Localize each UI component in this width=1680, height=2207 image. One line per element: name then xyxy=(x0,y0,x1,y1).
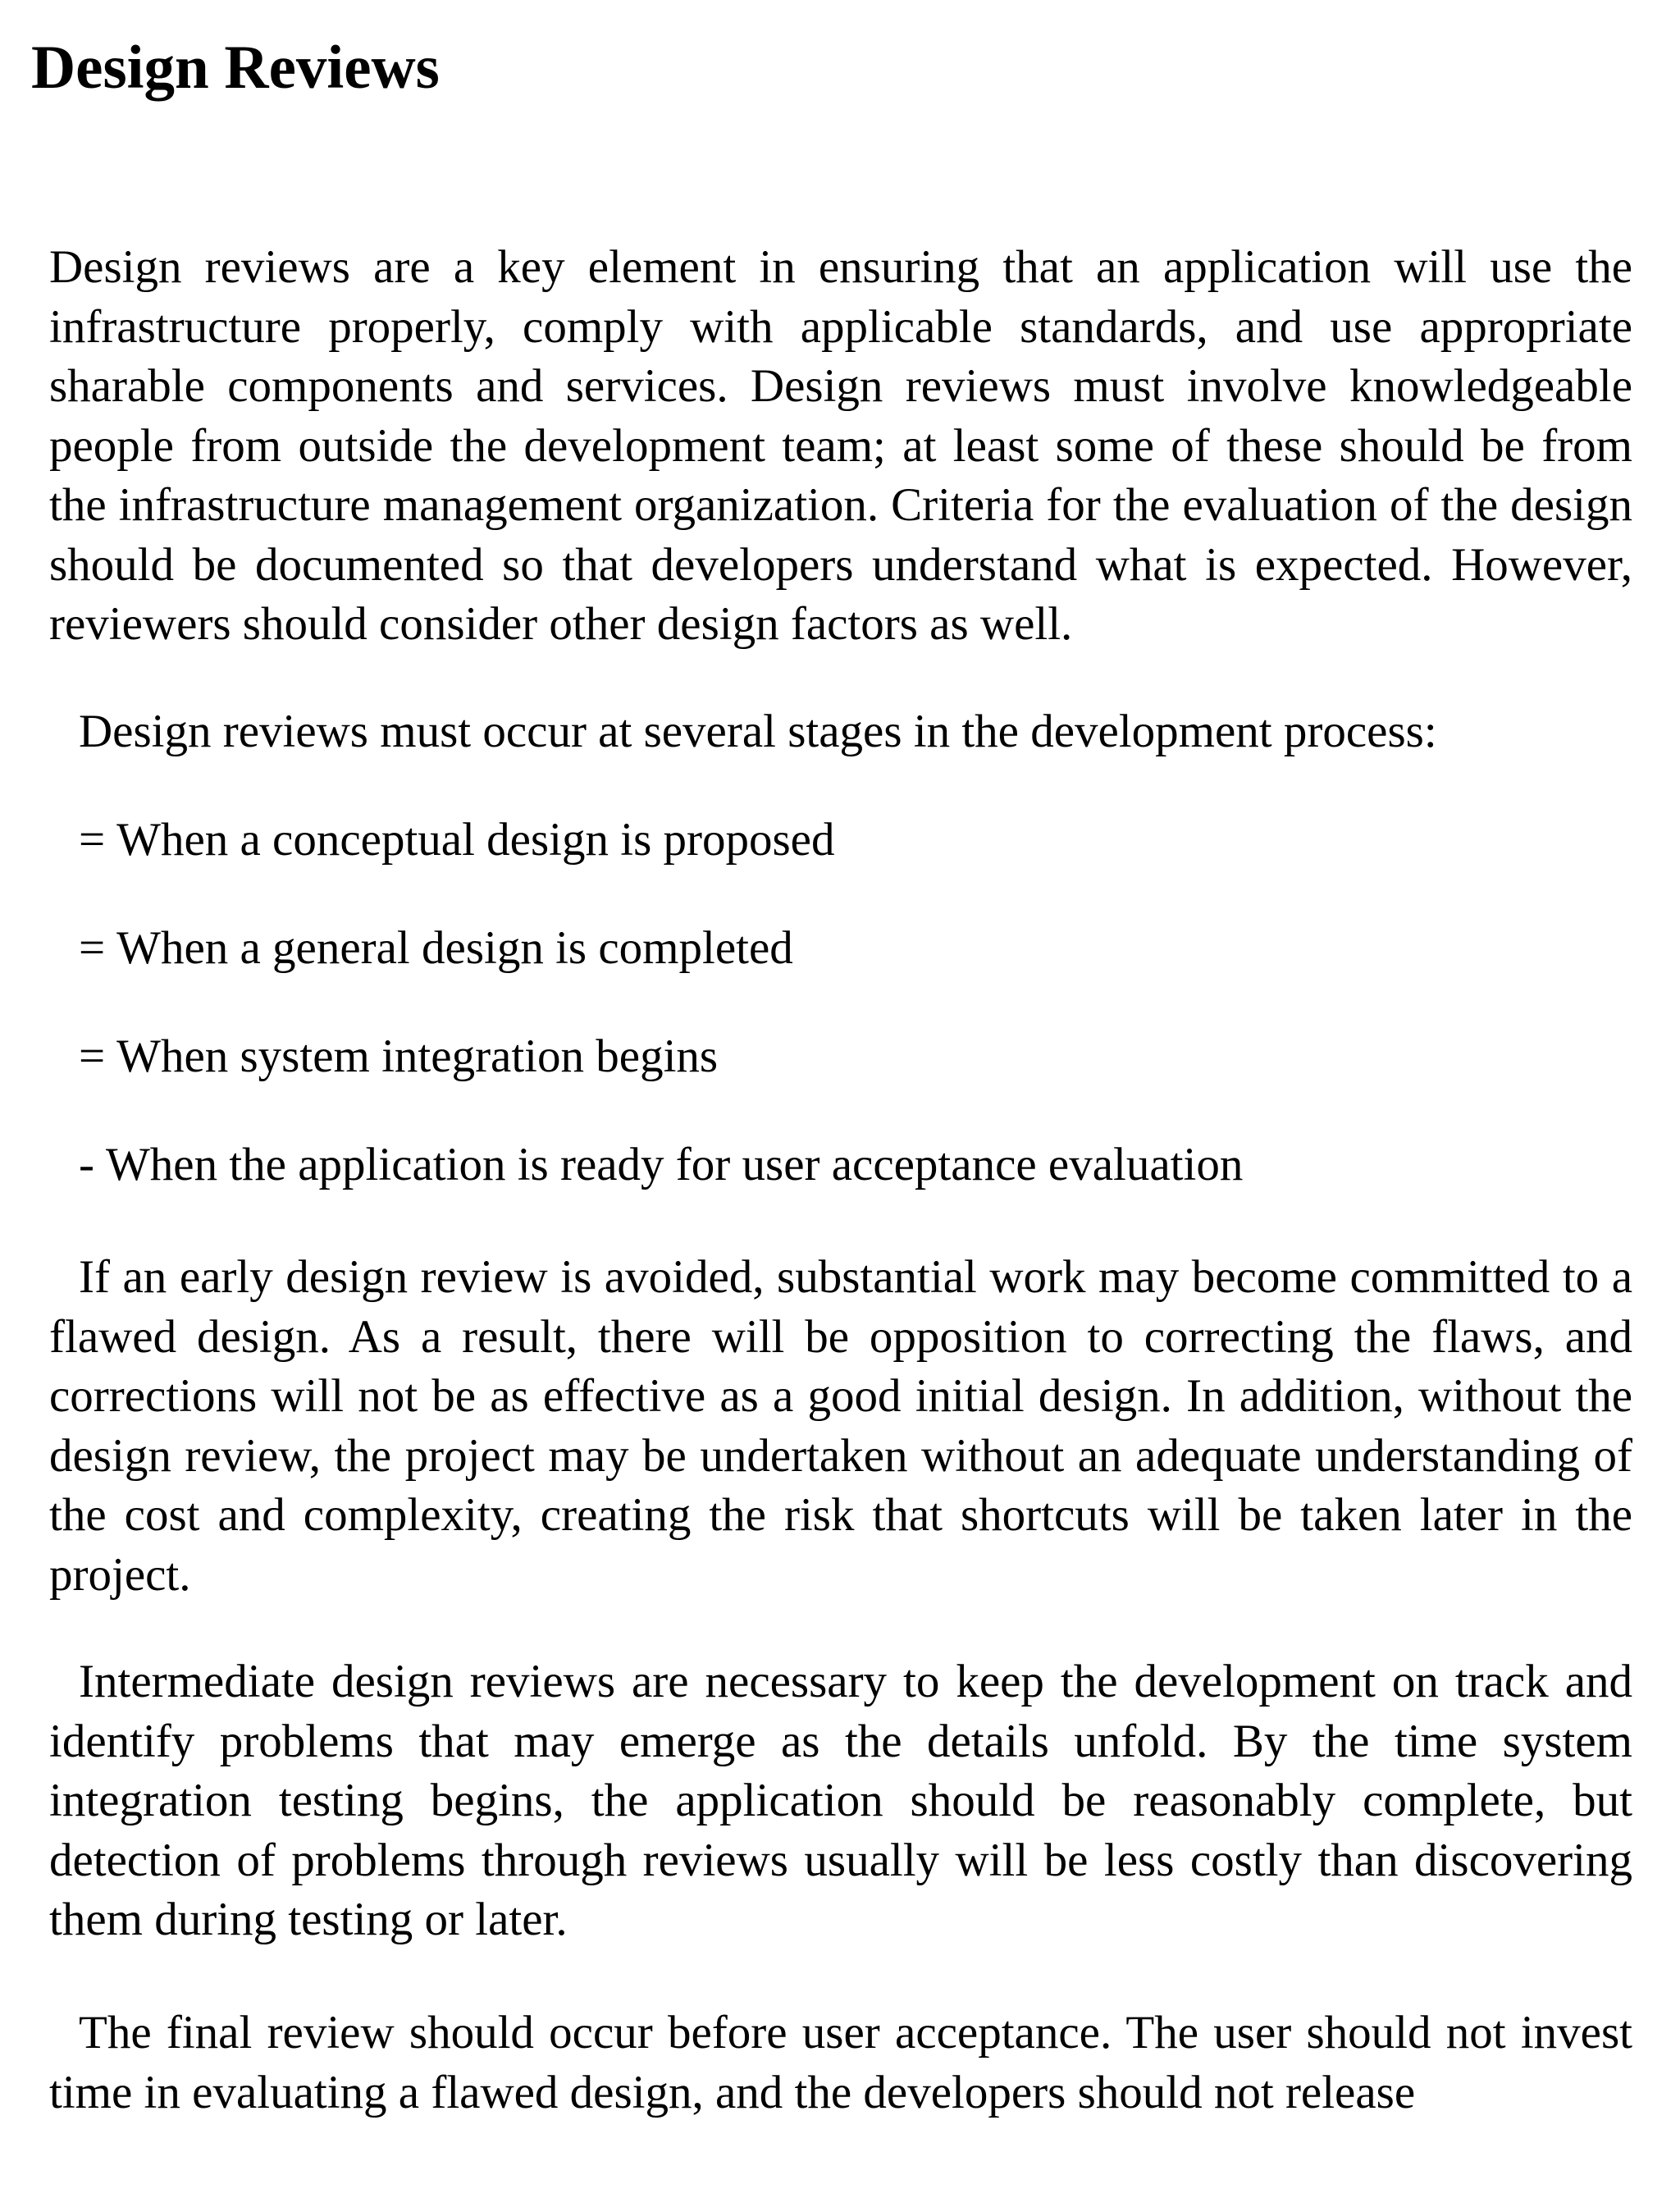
list-marker: = xyxy=(79,1030,106,1082)
list-item xyxy=(79,919,793,978)
list-item xyxy=(79,1135,1243,1195)
intro-paragraph: Design reviews are a key element in ensuring that an application will use the infrastructure properly, comply with applicable standards, and use appropriate sharable components and services. Design reviews must involve knowledgeable people from outside the development team; at least some of these should be from the infrastructure management organization. Criteria for the evaluation of the design should be documented so that developers understand what is expected. However, reviewers should consider other design factors as well. xyxy=(49,241,1632,650)
page-title: Design Reviews xyxy=(31,34,440,102)
list-marker: = xyxy=(79,922,106,974)
list-item-text: When a conceptual design is proposed xyxy=(116,814,835,866)
intermediate-review-paragraph: Intermediate design reviews are necessary to keep the development on track and identify problems that may emerge as the details unfold. By the time system integration testing begins, the application should be reasonably complete, but detection of problems through reviews usually will be less costly than discovering them during testing or later. xyxy=(49,1656,1632,1945)
list-item-text: When system integration begins xyxy=(116,1030,719,1082)
list-item xyxy=(79,1027,718,1086)
final-review-paragraph: The final review should occur before user acceptance. The user should not invest time in evaluating a flawed design, and the developers should not release xyxy=(49,2007,1632,2118)
list-marker: - xyxy=(79,1139,94,1190)
stages-intro: Design reviews must occur at several stages in the development process: xyxy=(79,706,1437,757)
list-item xyxy=(79,811,834,870)
list-item-text: When the application is ready for user acceptance evaluation xyxy=(105,1139,1244,1190)
early-review-paragraph: If an early design review is avoided, substantial work may become committed to a flawed design. As a result, there will be opposition to correcting the flaws, and corrections will not be as effective as a good initial design. In addition, without the design review, the project may be undertaken without an adequate understanding of the cost and complexity, creating the risk that shortcuts will be taken later in the project. xyxy=(49,1251,1632,1601)
list-item-text: When a general design is completed xyxy=(116,922,793,974)
list-marker: = xyxy=(79,814,106,866)
